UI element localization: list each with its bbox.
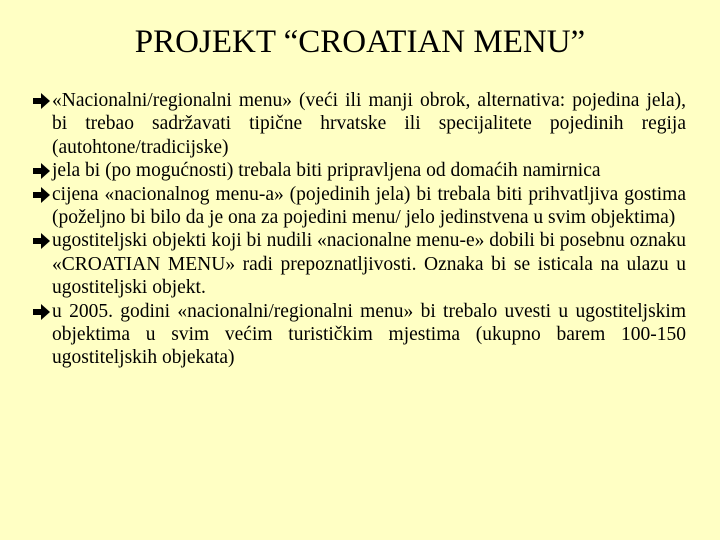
right-arrow-icon	[33, 233, 50, 249]
bullet-text: ugostiteljski objekti koji bi nudili «nacionalne menu-e» dobili bi posebnu oznaku «CROATIAN MENU» radi prepoznatljivosti. Oznaka bi se isticala na ulazu u ugostiteljski objekt.	[52, 230, 686, 299]
bullet-text: «Nacionalni/regionalni menu» (veći ili manji obrok, alternativa: pojedina jela), bi trebao sadržavati tipične hrvatske ili specijalitete pojedinih regija (autohtone/tradicijske)	[52, 90, 686, 158]
bullet-item	[33, 300, 686, 370]
bullet-text: cijena «nacionalnog menu-a» (pojedinih jela) bi trebala biti prihvatljiva gostima (poželjno bi bilo da je ona za pojedini menu/ jelo jedinstvena u svim objektima)	[52, 183, 686, 229]
bullet-text: u 2005. godini «nacionalni/regionalni menu» bi trebalo uvesti u ugostiteljskim objektima u svim većim turističkim mjestima (ukupno barem 100-150 ugostiteljskih objekata)	[52, 300, 686, 369]
right-arrow-icon	[33, 304, 50, 320]
bullet-list	[33, 89, 686, 370]
bullet-text: jela bi (po mogućnosti) trebala biti pripravljena od domaćih namirnica	[52, 160, 601, 182]
right-arrow-icon	[33, 93, 50, 109]
bullet-item	[33, 159, 686, 182]
right-arrow-icon	[33, 187, 50, 203]
bullet-item	[33, 183, 686, 230]
bullet-item	[33, 89, 686, 159]
right-arrow-icon	[33, 163, 50, 179]
bullet-item	[33, 229, 686, 299]
slide-title: PROJEKT “CROATIAN MENU”	[134, 24, 586, 60]
